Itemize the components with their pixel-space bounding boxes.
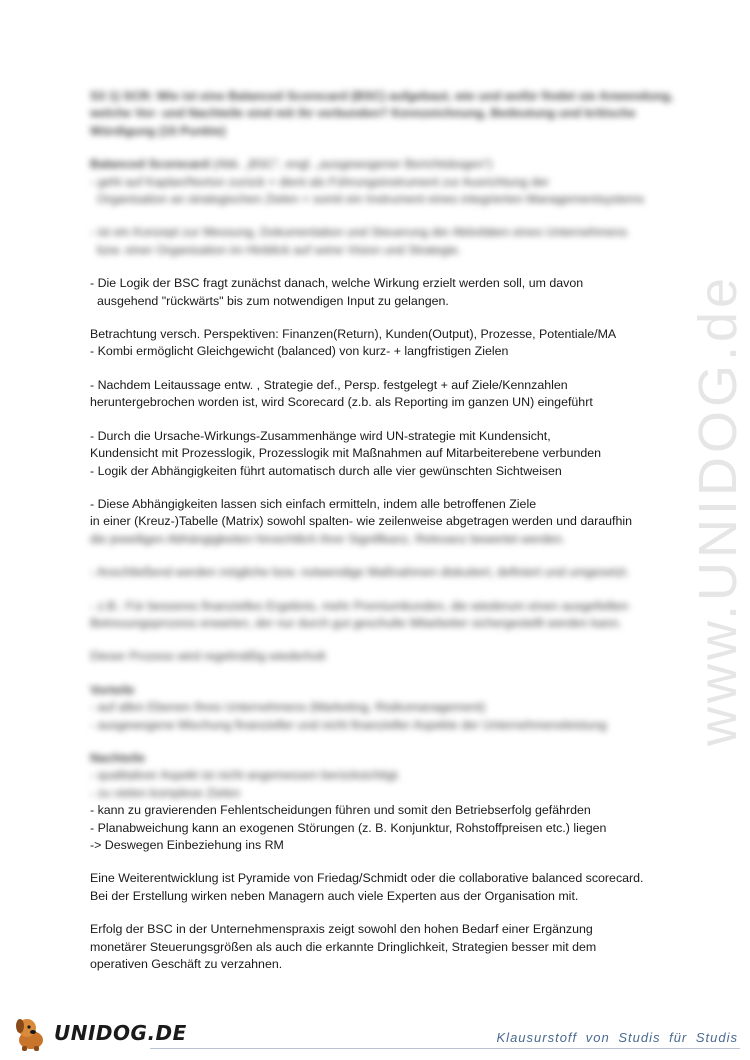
development-paragraph	[90, 870, 670, 905]
text-line: Betreuungsprozess erwarten, der nur durch gut geschulte Mitarbeiter sichergestellt werden kann.	[90, 615, 622, 630]
repeat-paragraph	[90, 648, 670, 665]
text-line: Bei der Erstellung wirken neben Managern auch viele Experten aus der Organisation mit.	[90, 888, 579, 903]
text-line: heruntergebrochen worden ist, wird Scorecard (z.b. als Reporting im ganzen UN) eingeführt	[90, 395, 593, 410]
term-definition: (Abk. „BSC“, engl. „ausgewogener Berichtsbogen“)	[209, 157, 493, 172]
text-line: operativen Geschäft zu verzahnen.	[90, 957, 283, 972]
document-body	[90, 88, 674, 989]
text-line: - Kombi ermöglicht Gleichgewicht (balanced) von kurz- + langfristigen Zielen	[90, 344, 509, 359]
intro-paragraph	[90, 156, 670, 208]
dog-mascot-icon	[10, 1013, 50, 1053]
text-line: Organisation an strategischen Zielen + somit ein Instrument eines integrierten Managementsystems	[97, 192, 645, 207]
text-line: - zu vielen komplexe Zielen	[90, 785, 241, 800]
text-line: - ausgewogene Mischung finanzieller und nicht finanzieller Aspekte der Unternehmensleistung	[90, 717, 607, 732]
text-line: - Diese Abhängigkeiten lassen sich einfach ermitteln, indem alle betroffenen Ziele	[90, 496, 537, 511]
text-line: welche Vor- und Nachteile sind mit ihr verbunden? Kennzeichnung, Bedeutung und kritische	[90, 106, 636, 121]
text-line: Erfolg der BSC in der Unternehmenspraxis zeigt sowohl den hohen Bedarf einer Ergänzung	[90, 922, 593, 937]
text-line: - Anschließend werden mögliche bzw. notwendige Maßnahmen diskutiert, definiert und umgesetzt.	[90, 565, 630, 580]
text-line: -> Deswegen Einbeziehung ins RM	[90, 838, 284, 852]
concept-paragraph	[90, 224, 670, 259]
text-line: - z.B.: Für besseres finanzielles Ergebnis, mehr Premiumkunden, die wiederum einen ausgefeilten	[90, 598, 629, 613]
text-line: bzw. einer Organisation im Hinblick auf seine Vision und Strategie.	[97, 242, 462, 257]
text-line: Kundensicht mit Prozesslogik, Prozesslogik mit Maßnahmen auf Mitarbeiterebene verbunden	[90, 446, 602, 461]
mission-paragraph	[90, 377, 670, 412]
perspectives-paragraph	[90, 326, 670, 361]
causality-paragraph	[90, 428, 670, 480]
text-line: - Die Logik der BSC fragt zunächst danach, welche Wirkung erzielt werden soll, um davon	[90, 276, 584, 291]
text-line: ausgehend "rückwärts" bis zum notwendigen Input zu gelangen.	[97, 293, 449, 308]
text-line: die jeweiligen Abhängigkeiten hinsichtlich ihrer Signifikanz, Relevanz bewertet werden.	[90, 531, 566, 546]
text-line: - ist ein Konzept zur Messung, Dokumentation und Steuerung der Aktivitäten eines Unternehmens	[90, 225, 628, 240]
disadvantages-section	[90, 750, 670, 854]
text-line: - Nachdem Leitaussage entw. , Strategie def., Persp. festgelegt + auf Ziele/Kennzahlen	[90, 377, 568, 392]
logic-paragraph	[90, 275, 670, 310]
success-paragraph	[90, 921, 670, 973]
text-line: - qualitativer Aspekt ist nicht angemessen berücksichtigt.	[90, 768, 401, 783]
question-heading	[90, 88, 674, 140]
text-line: - kann zu gravierenden Fehlentscheidungen führen und somit den Betriebserfolg gefährden	[90, 803, 591, 818]
disadvantages-title: Nachteile	[90, 750, 146, 765]
logo-text: UNIDOG.DE	[54, 1020, 187, 1045]
text-line: Würdigung (15 Punkte)	[90, 123, 226, 138]
dependencies-paragraph	[90, 496, 670, 548]
text-line: S3 1) SCR: Wie ist eine Balanced Scorecard (BSC) aufgebaut, wie und wofür findet sie Anwendung,	[90, 89, 674, 103]
measures-paragraph	[90, 564, 670, 581]
footer-tagline: Klausurstoff von Studis für Studis	[496, 1030, 738, 1045]
text-line: Dieser Prozess wird regelmäßig wiederholt	[90, 649, 326, 664]
text-line: Eine Weiterentwicklung ist Pyramide von Friedag/Schmidt oder die collaborative balanced scorecard.	[90, 871, 644, 886]
example-paragraph	[90, 598, 670, 633]
text-line: in einer (Kreuz-)Tabelle (Matrix) sowohl spalten- wie zeilenweise abgetragen werden und daraufhin	[90, 514, 633, 529]
watermark: www.UNIDOG.de	[688, 273, 748, 747]
text-line	[90, 156, 670, 173]
text-line: - auf allen Ebenen Ihres Unternehmens (Marketing, Risikomanagement)	[90, 700, 486, 715]
footer-divider	[150, 1048, 740, 1049]
term-label: Balanced Scorecard	[90, 157, 210, 172]
advantages-title: Vorteile	[90, 682, 135, 697]
advantages-section	[90, 682, 670, 734]
text-line: - Planabweichung kann an exogenen Störungen (z. B. Konjunktur, Rohstoffpreisen etc.) liegen	[90, 820, 607, 835]
text-line: Betrachtung versch. Perspektiven: Finanzen(Return), Kunden(Output), Prozesse, Potentiale/MA	[90, 327, 617, 342]
text-line: monetärer Steuerungsgrößen als auch die erkannte Dringlichkeit, Strategien besser mit dem	[90, 939, 597, 954]
text-line: - geht auf Kaplan/Norton zurück + dient als Führungsinstrument zur Ausrichtung der	[90, 174, 550, 189]
text-line: - Logik der Abhängigkeiten führt automatisch durch alle vier gewünschten Sichtweisen	[90, 463, 562, 478]
text-line: - Durch die Ursache-Wirkungs-Zusammenhänge wird UN-strategie mit Kundensicht,	[90, 428, 551, 443]
